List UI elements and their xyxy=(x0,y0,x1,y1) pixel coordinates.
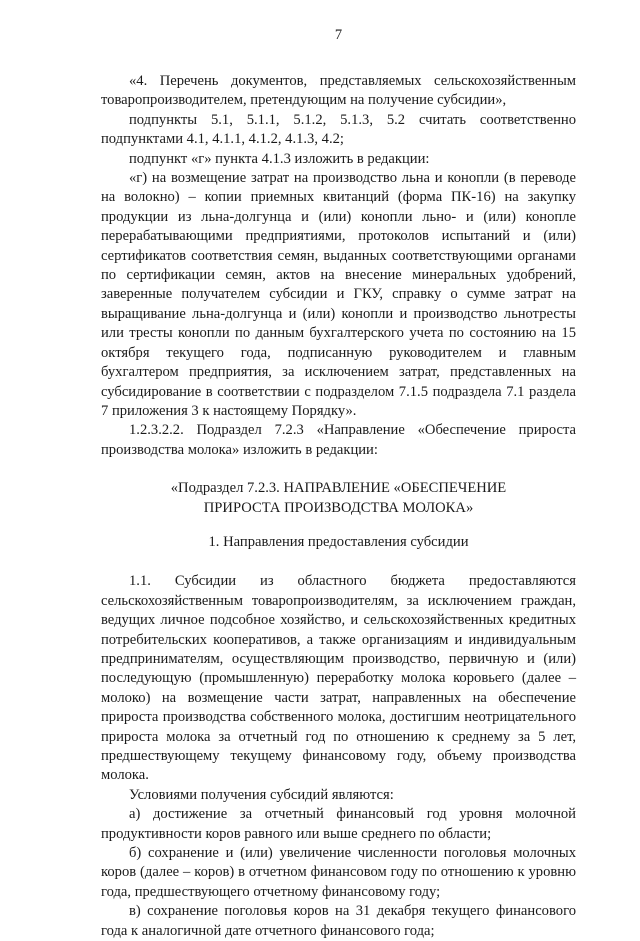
paragraph-condition-a: а) достижение за отчетный финансовый год уровня молочной продуктивности коров равного или выше среднего по области; xyxy=(101,806,576,842)
paragraph-condition-b: б) сохранение и (или) увеличение численности поголовья молочных коров (далее – коров) в отчетном финансовом году по отношению к уровню года, предшествующего отчетному финансовому году; xyxy=(101,845,576,900)
paragraph-renumber-subitems: подпункты 5.1, 5.1.1, 5.1.2, 5.1.3, 5.2 считать соответственно подпунктами 4.1, 4.1.1, 4.1.2, 4.1.3, 4.2; xyxy=(101,111,576,148)
page-number: 7 xyxy=(334,27,343,43)
spacer xyxy=(101,518,576,533)
paragraph-subitem-g-text: «г) на возмещение затрат на производство льна и конопли (в переводе на волокно) – копии приемных квитанций (форма ПК-16) на закупку продукции из льна-долгунца и (или) конопли льно- и (или) конопле перерабатывающими предприятиями, протоколов испытаний и (или) сертификатов соответствия семян, выданных соответствующими органами по сертификации семян, актов на внесение минеральных удобрений, заверенные получателем субсидии и ГКУ, справку о сумме затрат на выращивание льна-долгунца и (или) конопли и производство льнотресты или тресты конопли по данным бухгалтерского учета по состоянию на 15 октября текущего года, подписанную руководителем и главным бухгалтером предприятия, за исключением затрат, представленных на субсидирование в соответствии с подразделом 7.1.5 подраздела 7.1 раздела 7 приложения 3 к настоящему Порядку». xyxy=(101,170,576,419)
spacer xyxy=(101,460,576,479)
spacer xyxy=(101,552,576,572)
paragraph-conditions-intro: Условиями получения субсидий являются: xyxy=(129,786,394,803)
paragraph-condition-v: в) сохранение поголовья коров на 31 декабря текущего финансового года к аналогичной дате отчетного финансового года; xyxy=(101,903,576,939)
paragraph-list-title: «4. Перечень документов, представляемых сельскохозяйственным товаропроизводителем, претендующим на получение субсидии», xyxy=(101,73,576,109)
paragraph-1-1: 1.1. Субсидии из областного бюджета предоставляются сельскохозяйственным товаропроизводителям, за исключением граждан, ведущих личное подсобное хозяйство, и сельскохозяйственных кредитных потребительских кооперативов, а также организациям и индивидуальным предпринимателям, осуществляющим производство, первичную и (или) последующую (промышленную) переработку молока коровьего (далее – молоко) на возмещение части затрат, направленных на обеспечение прироста производства собственного молока, достигшим неотрицательного прироста молока за отчетный год по отношению к среднему за 5 лет, предшествующему текущему финансовому году, объему производства молока. xyxy=(101,573,576,784)
section-heading-line-1: «Подраздел 7.2.3. НАПРАВЛЕНИЕ «ОБЕСПЕЧЕНИЕ xyxy=(170,480,507,497)
paragraph-subsection-7-2-3-intro: 1.2.3.2.2. Подраздел 7.2.3 «Направление «Обеспечение прироста производства молока» изложить в редакции: xyxy=(101,422,576,458)
paragraph-subitem-g-intro: подпункт «г» пункта 4.1.3 изложить в редакции: xyxy=(129,150,430,167)
subsection-heading: 1. Направления предоставления субсидии xyxy=(208,533,469,550)
section-heading-line-2: ПРИРОСТА ПРОИЗВОДСТВА МОЛОКА» xyxy=(203,499,474,516)
document-body xyxy=(101,72,576,941)
